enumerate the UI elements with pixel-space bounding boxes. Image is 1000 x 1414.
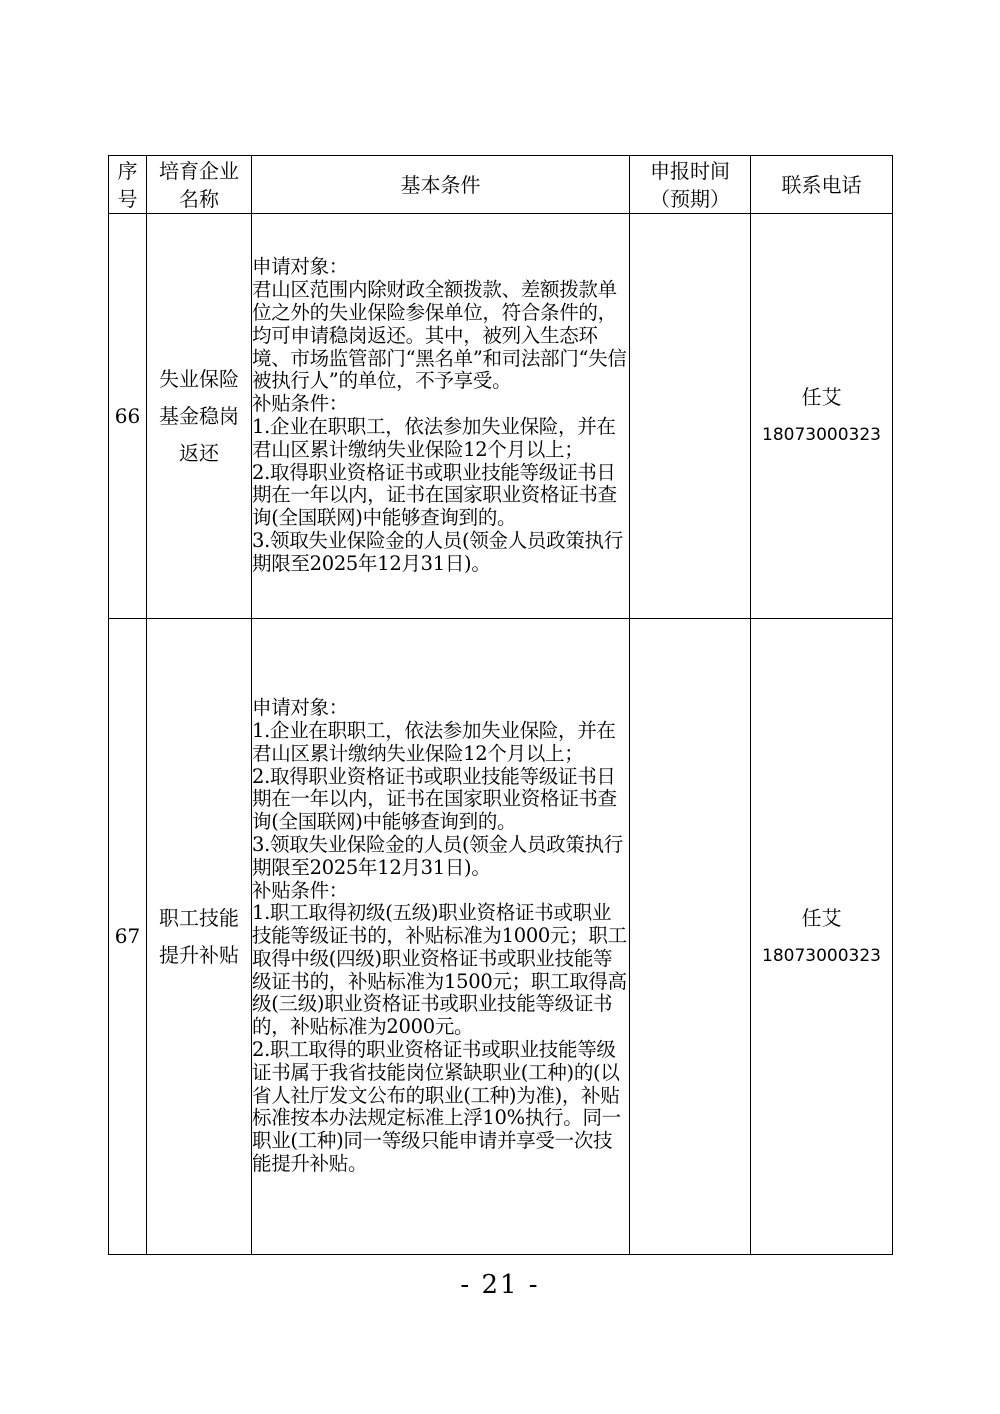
condition-line: 补贴条件： — [252, 392, 349, 416]
row-conditions — [252, 619, 630, 1255]
condition-line: 申请对象： — [252, 255, 349, 279]
header-name: 培育企业名称 — [147, 156, 252, 214]
condition-line: 君山区范围内除财政全额拨款、差额拨款单位之外的失业保险参保单位，符合条件的，均可申请稳岗返还。其中，被列入生态环境、市场监管部门“黑名单”和司法部门“失信被执行人”的单位，不予享受。 — [252, 278, 627, 393]
row-seq: 66 — [109, 214, 147, 619]
header-seq: 序号 — [109, 156, 147, 214]
table-row — [109, 619, 893, 1255]
condition-line: 1.企业在职职工，依法参加失业保险，并在君山区累计缴纳失业保险12个月以上； — [252, 718, 616, 765]
header-phone: 联系电话 — [751, 156, 893, 214]
header-conditions: 基本条件 — [252, 156, 630, 214]
row-seq: 67 — [109, 619, 147, 1255]
contact-name: 任艾 — [801, 385, 842, 409]
contact-name: 任艾 — [801, 905, 842, 930]
row-contact — [751, 214, 893, 619]
row-time — [630, 214, 751, 619]
row-name: 失业保险基金稳岗返还 — [147, 214, 252, 619]
condition-line: 1.职工取得初级(五级)职业资格证书或职业技能等级证书的，补贴标准为1000元；职工取得中级(四级)职业资格证书或职业技能等级证书的，补贴标准为1500元；职工取得高级(三级)职业资格证书或职业技能等级证书的，补贴标准为2000元。 — [252, 901, 627, 1039]
page-number: - 21 - — [460, 1270, 540, 1300]
row-conditions — [252, 214, 630, 619]
condition-line: 2.职工取得的职业资格证书或职业技能等级证书属于我省技能岗位紧缺职业(工种)的(以省人社厅发文公布的职业(工种)为准)，补贴标准按本办法规定标准上浮10%执行。同一职业(工种)同一等级只能申请并享受一次技能提升补贴。 — [252, 1038, 621, 1176]
condition-line: 申请对象： — [252, 696, 349, 720]
contact-phone: 18073000323 — [762, 425, 881, 445]
condition-line: 2.取得职业资格证书或职业技能等级证书日期在一年以内，证书在国家职业资格证书查询(全国联网)中能够查询到的。 — [252, 460, 617, 530]
condition-line: 补贴条件： — [252, 878, 349, 902]
condition-line: 3.领取失业保险金的人员(领金人员政策执行期限至2025年12月31日)。 — [252, 528, 623, 575]
condition-line: 2.取得职业资格证书或职业技能等级证书日期在一年以内，证书在国家职业资格证书查询(全国联网)中能够查询到的。 — [252, 764, 617, 834]
condition-line: 3.领取失业保险金的人员(领金人员政策执行期限至2025年12月31日)。 — [252, 832, 623, 879]
condition-line: 1.企业在职职工，依法参加失业保险，并在君山区累计缴纳失业保险12个月以上； — [252, 415, 616, 461]
policy-table — [108, 155, 893, 1255]
row-name: 职工技能提升补贴 — [147, 619, 252, 1255]
contact-phone: 18073000323 — [762, 945, 881, 966]
table-row — [109, 214, 893, 619]
table-header-row — [109, 156, 893, 214]
row-time — [630, 619, 751, 1255]
row-contact — [751, 619, 893, 1255]
header-time: 申报时间（预期） — [630, 156, 751, 214]
